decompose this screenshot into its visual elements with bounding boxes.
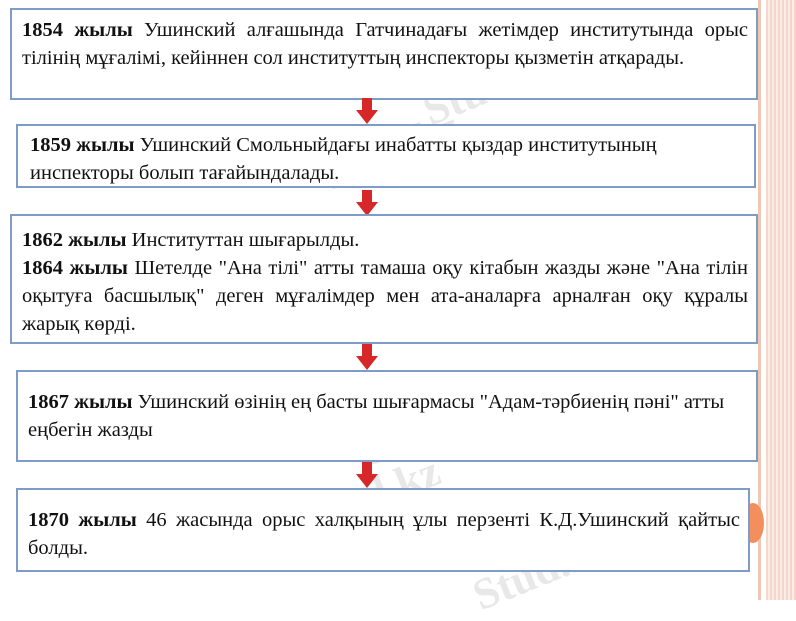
down-arrow-icon — [356, 462, 378, 488]
year-label: 1854 жылы — [22, 19, 133, 41]
down-arrow-icon — [356, 190, 378, 216]
event-text: Ушинский Смольныйдағы инабатты қыздар институтының инспекторы болып тағайындалады. — [30, 134, 657, 184]
event-text: Шетелде "Ана тілі" атты тамаша оқу кітабын жазды және "Ана тілін оқытуға басшылық" деген мұғалімдер мен ата-аналарға арналған оқу құралы жарық көрді. — [22, 257, 748, 335]
down-arrow-icon — [356, 98, 378, 124]
year-label: 1859 жылы — [30, 134, 135, 156]
event-text: Ушинский өзінің ең басты шығармасы "Адам-тәрбиенің пәні" атты еңбегін жазды — [28, 391, 725, 441]
timeline-block-1862-1864 — [10, 214, 758, 344]
down-arrow-icon — [356, 344, 378, 370]
timeline-block-1870 — [16, 488, 750, 572]
year-label: 1870 жылы — [28, 509, 137, 531]
timeline-block-1854 — [10, 8, 758, 100]
event-text: Ушинский алғашында Гатчинадағы жетімдер институтында орыс тілінің мұғалімі, кейіннен сол институттың инспекторы қызметін атқарады. — [22, 19, 748, 69]
year-label: 1862 жылы — [22, 229, 127, 251]
year-label: 1864 жылы — [22, 257, 128, 279]
timeline-block-1859 — [16, 124, 756, 188]
year-label: 1867 жылы — [28, 391, 133, 413]
timeline-block-1867 — [16, 370, 758, 462]
event-text: Институттан шығарылды. — [131, 229, 360, 251]
decorative-side-band — [766, 0, 796, 600]
event-text: 46 жасында орыс халқының ұлы перзенті К.Д.Ушинский қайтыс болды. — [28, 509, 740, 559]
